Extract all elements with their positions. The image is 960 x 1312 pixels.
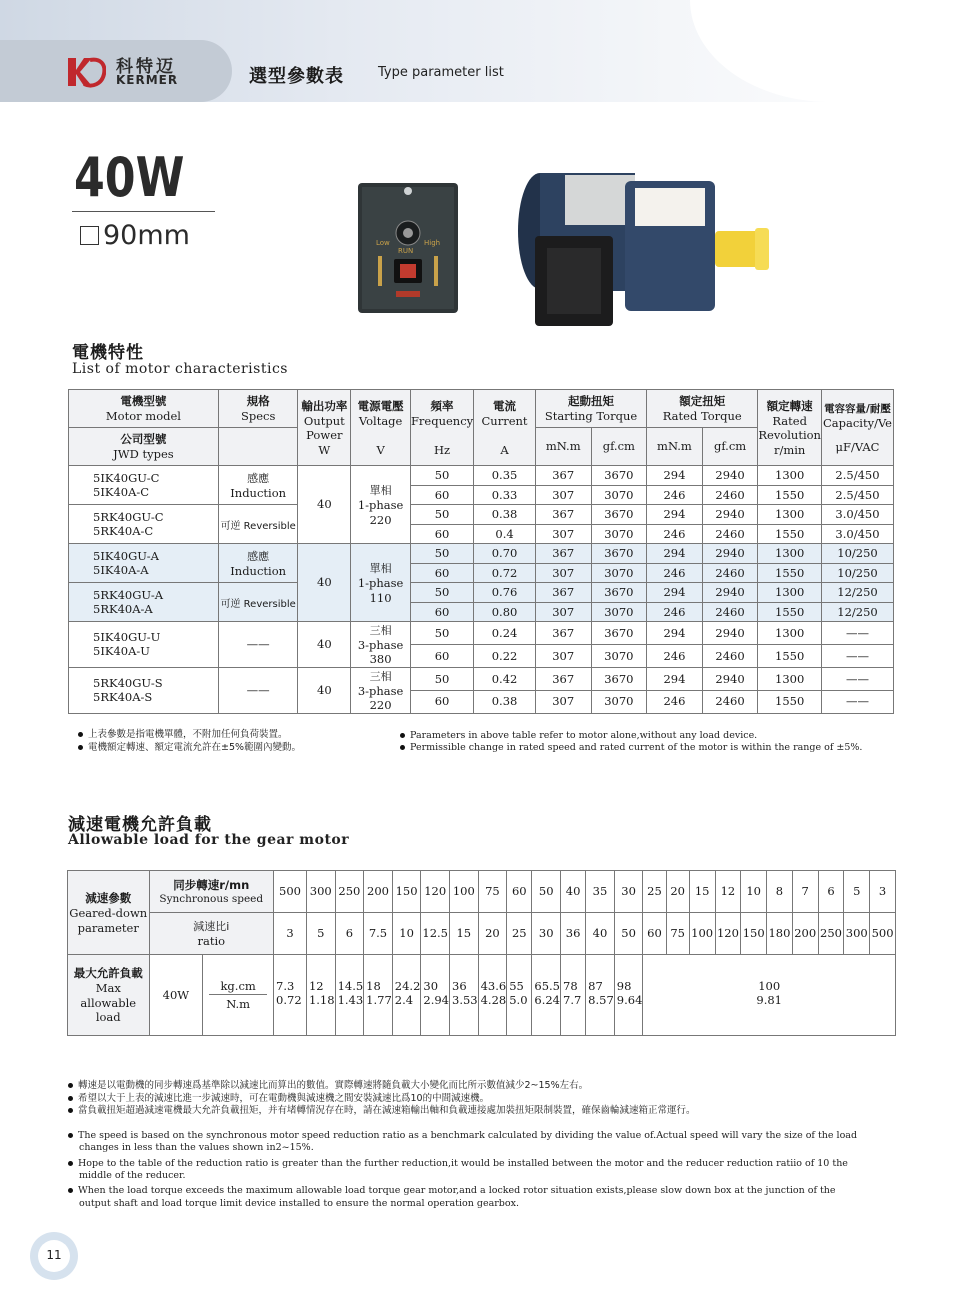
rated-speed-cell: 1550 xyxy=(758,602,822,622)
specs-cell: —— xyxy=(218,667,298,713)
capacity-cell: —— xyxy=(821,667,893,690)
sync-speed-value: 300 xyxy=(306,871,335,913)
max-load-value xyxy=(306,955,335,1036)
motor-note-cn-1: 上表參數是指電機單體，不附加任何負荷裝置。 xyxy=(78,729,398,742)
voltage-v: 110 xyxy=(369,590,392,605)
motor-table-row xyxy=(69,505,894,525)
capacity-cell: 2.5/450 xyxy=(821,485,893,505)
sync-speed-value: 8 xyxy=(767,871,793,913)
rated-mnm-cell: 294 xyxy=(647,583,703,603)
specs-cell: —— xyxy=(218,622,298,668)
rated-mnm-cell: 294 xyxy=(647,667,703,690)
capacity-cell: 12/250 xyxy=(821,602,893,622)
load-kgcm: 87 xyxy=(588,979,603,993)
start-mnm-cell: 367 xyxy=(535,505,591,525)
start-mnm-cell: 307 xyxy=(535,524,591,544)
header-starting-torque: 起動扭矩 Starting Torque xyxy=(535,390,646,428)
start-mnm-cell: 307 xyxy=(535,602,591,622)
voltage-en: 1-phase xyxy=(357,498,404,513)
rated-mnm-cell: 246 xyxy=(647,524,703,544)
ratio-value: 20 xyxy=(478,913,507,955)
rated-gfcm-cell: 2940 xyxy=(702,583,758,603)
rated-speed-cell: 1550 xyxy=(758,485,822,505)
ratio-value: 7.5 xyxy=(364,913,393,955)
voltage-v: 380 xyxy=(369,652,392,667)
header-voltage: 電源電壓 Voltage V xyxy=(351,390,411,466)
start-gfcm-cell: 3070 xyxy=(591,690,647,713)
current-cell: 0.38 xyxy=(474,690,536,713)
header-rated-gfcm: gf.cm xyxy=(702,428,758,466)
header-output: 輸出功率 Output Power W xyxy=(298,390,351,466)
gear-note-en-3: When the load torque exceeds the maximum allowable load torque gear motor,and a locked rotor situation exists,please slow down box at the junction of the output shaft and load torque limit device installed to ensure the normal operation gearbox. xyxy=(68,1185,868,1210)
sync-speed-value: 500 xyxy=(274,871,307,913)
gear-motor-image xyxy=(515,166,780,331)
motor-model: 5RK40A-C xyxy=(93,524,154,538)
ratio-value: 12.5 xyxy=(421,913,450,955)
start-mnm-cell: 307 xyxy=(535,485,591,505)
frequency-cell: 60 xyxy=(410,485,473,505)
sync-speed-value: 150 xyxy=(392,871,421,913)
specs-cell xyxy=(218,505,298,544)
square-frame-icon xyxy=(80,226,99,245)
frequency-cell: 50 xyxy=(410,505,473,525)
motor-model-cell xyxy=(69,583,219,622)
current-cell: 0.35 xyxy=(474,466,536,486)
sync-speed-value: 60 xyxy=(507,871,532,913)
gear-notes-cn xyxy=(68,1080,888,1118)
load-nm: 2.4 xyxy=(394,993,414,1008)
load-nm: 5.0 xyxy=(509,993,528,1008)
specs-en: Induction xyxy=(230,485,287,500)
load-kgcm: 65.5 xyxy=(534,979,560,993)
ratio-value: 60 xyxy=(643,913,666,955)
max-load-value xyxy=(274,955,307,1036)
ratio-value: 10 xyxy=(392,913,421,955)
specs-cn: 感應 xyxy=(247,549,270,563)
ratio-value: 300 xyxy=(844,913,870,955)
load-nm: 1.43 xyxy=(337,993,364,1008)
max-load-value xyxy=(450,955,479,1036)
motor-table-row xyxy=(69,667,894,690)
specs-en: Induction xyxy=(230,563,287,578)
sync-speed-value: 75 xyxy=(478,871,507,913)
brand-name-en: KERMER xyxy=(116,73,179,87)
page-title-en: Type parameter list xyxy=(378,65,504,80)
max-load-nm: 9.81 xyxy=(756,993,782,1008)
header-current: 電流 Current A xyxy=(474,390,536,466)
page-number: 11 xyxy=(46,1248,62,1262)
brand-name-cn: 科特迈 xyxy=(116,57,176,77)
load-kgcm: 98 xyxy=(616,979,632,993)
voltage-cn: 單相 xyxy=(369,562,392,576)
header-start-gfcm: gf.cm xyxy=(591,428,647,466)
rated-gfcm-cell: 2460 xyxy=(702,644,758,667)
load-kgcm: 7.3 xyxy=(276,979,295,993)
frame-size: 90mm xyxy=(103,220,190,251)
motor-model: 5IK40GU-C xyxy=(93,470,160,485)
header-capacity: 電容容量/耐壓 Capacity/Ve μF/VAC xyxy=(821,390,893,466)
rated-mnm-cell: 294 xyxy=(647,622,703,645)
load-units: kg.cm N.m xyxy=(203,955,274,1036)
sync-speed-value: 50 xyxy=(532,871,561,913)
motor-table-row xyxy=(69,466,894,486)
start-gfcm-cell: 3670 xyxy=(591,544,647,564)
max-load-value xyxy=(561,955,586,1036)
max-load-value xyxy=(532,955,561,1036)
start-mnm-cell: 307 xyxy=(535,690,591,713)
motor-model-cell xyxy=(69,505,219,544)
specs-cell xyxy=(218,466,298,505)
low-label: Low xyxy=(376,239,390,247)
motor-table-row xyxy=(69,583,894,603)
ratio-value: 3 xyxy=(274,913,307,955)
motor-note-en-2: Permissible change in rated speed and rated current of the motor is within the range of ±5%. xyxy=(400,742,880,754)
ratio-value: 40 xyxy=(586,913,615,955)
motor-model: 5IK40GU-A xyxy=(93,548,159,563)
current-cell: 0.72 xyxy=(474,563,536,583)
motor-model-cell xyxy=(69,622,219,668)
voltage-cn: 三相 xyxy=(369,669,392,683)
ratio-value: 30 xyxy=(532,913,561,955)
load-kgcm: 30 xyxy=(423,979,439,993)
ratio-value: 25 xyxy=(507,913,532,955)
current-cell: 0.38 xyxy=(474,505,536,525)
load-nm: 1.77 xyxy=(366,993,392,1008)
current-cell: 0.24 xyxy=(474,622,536,645)
sync-speed-value: 40 xyxy=(561,871,586,913)
ratio-value: 180 xyxy=(767,913,793,955)
ratio-header: 減速比i ratio xyxy=(149,913,274,955)
frequency-cell: 50 xyxy=(410,583,473,603)
current-cell: 0.22 xyxy=(474,644,536,667)
max-load-value xyxy=(335,955,364,1036)
start-gfcm-cell: 3670 xyxy=(591,505,647,525)
start-gfcm-cell: 3670 xyxy=(591,466,647,486)
frequency-cell: 50 xyxy=(410,667,473,690)
load-nm: 0.72 xyxy=(276,993,302,1008)
rated-gfcm-cell: 2940 xyxy=(702,544,758,564)
rated-mnm-cell: 294 xyxy=(647,466,703,486)
sync-speed-value: 35 xyxy=(586,871,615,913)
start-gfcm-cell: 3070 xyxy=(591,602,647,622)
capacity-cell: —— xyxy=(821,622,893,645)
rated-speed-cell: 1550 xyxy=(758,563,822,583)
max-load-value xyxy=(507,955,532,1036)
capacity-cell: 3.0/450 xyxy=(821,505,893,525)
allowable-load-table xyxy=(67,870,896,1036)
power-rating: 40W xyxy=(74,146,185,209)
ratio-value: 500 xyxy=(870,913,896,955)
voltage-en: 3-phase xyxy=(357,683,404,698)
specs-cn: 感應 xyxy=(247,471,270,485)
motor-model: 5IK40A-U xyxy=(93,644,150,659)
load-kgcm: 14.5 xyxy=(337,979,364,993)
voltage-cell xyxy=(351,622,411,668)
page-title-cn: 選型參數表 xyxy=(249,66,344,87)
load-kgcm: 18 xyxy=(366,979,381,993)
rated-gfcm-cell: 2940 xyxy=(702,466,758,486)
start-gfcm-cell: 3070 xyxy=(591,644,647,667)
frequency-cell: 60 xyxy=(410,644,473,667)
header-rated-torque: 額定扭矩 Rated Torque xyxy=(647,390,758,428)
gear-note-en-1: The speed is based on the synchronous motor speed reduction ratio as a benchmark calculated by dividing the value of.Actual speed will vary the size of the load changes in less than the values shown in2~15%. xyxy=(68,1130,868,1155)
frequency-cell: 50 xyxy=(410,622,473,645)
header-rated-mnm: mN.m xyxy=(647,428,703,466)
motor-model: 5IK40GU-U xyxy=(93,630,161,644)
rated-speed-cell: 1300 xyxy=(758,466,822,486)
start-mnm-cell: 367 xyxy=(535,667,591,690)
sync-speed-value: 25 xyxy=(643,871,666,913)
rated-speed-cell: 1300 xyxy=(758,583,822,603)
output-power-cell: 40 xyxy=(298,667,351,713)
voltage-cn: 單相 xyxy=(369,484,392,498)
motor-model: 5RK40GU-S xyxy=(93,675,163,690)
load-nm: 8.57 xyxy=(588,993,614,1008)
load-nm: 7.7 xyxy=(563,993,582,1008)
max-load-header: 最大允許負載 Max allowable load xyxy=(68,955,150,1036)
current-cell: 0.42 xyxy=(474,667,536,690)
specs-cell xyxy=(218,544,298,583)
output-power-cell: 40 xyxy=(298,622,351,668)
gear-notes-en xyxy=(68,1130,868,1210)
output-power-cell: 40 xyxy=(298,544,351,622)
rated-mnm-cell: 294 xyxy=(647,544,703,564)
capacity-cell: 10/250 xyxy=(821,544,893,564)
ratio-value: 15 xyxy=(450,913,479,955)
gear-section-title-en: Allowable load for the gear motor xyxy=(68,832,350,848)
speed-controller-image xyxy=(358,183,458,313)
gear-note-cn-3: 當負載扭矩超過減速電機最大允許負載扭矩，并有堵轉情況存在時，請在減速箱輸出軸和負載連接處加裝扭矩限制裝置，確保齒輪減速箱正常運行。 xyxy=(68,1105,888,1118)
ratio-value: 6 xyxy=(335,913,364,955)
rated-gfcm-cell: 2460 xyxy=(702,485,758,505)
load-nm: 3.53 xyxy=(452,993,478,1008)
rated-mnm-cell: 246 xyxy=(647,690,703,713)
header-jwd-types: 公司型號 JWD types xyxy=(69,428,219,466)
ratio-value: 75 xyxy=(666,913,689,955)
rated-speed-cell: 1550 xyxy=(758,524,822,544)
voltage-en: 3-phase xyxy=(357,638,404,652)
max-load-value xyxy=(614,955,643,1036)
load-nm: 4.28 xyxy=(480,993,507,1008)
start-mnm-cell: 367 xyxy=(535,544,591,564)
voltage-cell xyxy=(351,667,411,713)
frequency-cell: 60 xyxy=(410,690,473,713)
voltage-v: 220 xyxy=(369,698,392,713)
output-power-cell: 40 xyxy=(298,466,351,544)
start-mnm-cell: 367 xyxy=(535,466,591,486)
start-gfcm-cell: 3670 xyxy=(591,583,647,603)
load-nm: 9.64 xyxy=(616,993,643,1008)
rated-speed-cell: 1550 xyxy=(758,690,822,713)
load-kgcm: 78 xyxy=(563,979,578,993)
sync-speed-value: 10 xyxy=(741,871,767,913)
rated-gfcm-cell: 2940 xyxy=(702,667,758,690)
frequency-cell: 60 xyxy=(410,602,473,622)
voltage-cn: 三相 xyxy=(369,624,392,637)
run-label: RUN xyxy=(398,247,414,255)
motor-notes-cn xyxy=(78,729,398,754)
motor-section-title-en: List of motor characteristics xyxy=(72,361,288,377)
sync-speed-value: 12 xyxy=(715,871,741,913)
sync-speed-value: 7 xyxy=(792,871,818,913)
gear-note-cn-2: 希望以大于上表的減速比進一步減速時，可在電動機與減速機之間安裝減速比爲10的中間減速機。 xyxy=(68,1093,888,1106)
rated-gfcm-cell: 2460 xyxy=(702,524,758,544)
rated-mnm-cell: 246 xyxy=(647,485,703,505)
high-label: High xyxy=(424,239,441,247)
frequency-cell: 60 xyxy=(410,563,473,583)
ratio-value: 200 xyxy=(792,913,818,955)
rated-speed-cell: 1300 xyxy=(758,622,822,645)
sync-speed-value: 100 xyxy=(450,871,479,913)
title-divider xyxy=(72,211,215,212)
ratio-value: 150 xyxy=(741,913,767,955)
header-specs-blank xyxy=(218,428,298,466)
rated-gfcm-cell: 2460 xyxy=(702,690,758,713)
start-gfcm-cell: 3070 xyxy=(591,524,647,544)
max-load-value xyxy=(392,955,421,1036)
gear-section-title-cn: 減速電機允許負載 xyxy=(68,815,212,835)
frequency-cell: 60 xyxy=(410,524,473,544)
sync-speed-value: 5 xyxy=(844,871,870,913)
rated-mnm-cell: 294 xyxy=(647,505,703,525)
load-nm: 2.94 xyxy=(423,993,449,1008)
sync-speed-header: 同步轉速r/mn Synchronous speed xyxy=(149,871,274,913)
load-kgcm: 36 xyxy=(452,979,467,993)
capacity-cell: 12/250 xyxy=(821,583,893,603)
rated-gfcm-cell: 2460 xyxy=(702,563,758,583)
max-load-limit xyxy=(643,955,896,1036)
start-gfcm-cell: 3670 xyxy=(591,667,647,690)
motor-note-cn-2: 電機額定轉速、額定電流允許在±5%範圍內變動。 xyxy=(78,742,398,755)
motor-model-cell xyxy=(69,466,219,505)
specs-cell xyxy=(218,583,298,622)
header-frequency: 頻率 Frequency Hz xyxy=(410,390,473,466)
capacity-cell: 2.5/450 xyxy=(821,466,893,486)
motor-model: 5RK40A-A xyxy=(93,602,153,616)
voltage-en: 1-phase xyxy=(357,576,404,591)
frequency-cell: 50 xyxy=(410,466,473,486)
capacity-cell: —— xyxy=(821,644,893,667)
voltage-cell xyxy=(351,544,411,622)
geared-down-parameter-header: 減速參數 Geared-down parameter xyxy=(68,871,150,955)
header-specs: 規格 Specs xyxy=(218,390,298,428)
rated-gfcm-cell: 2940 xyxy=(702,622,758,645)
gear-note-en-2: Hope to the table of the reduction ratio is greater than the further reduction,it would be installed between the motor and the reducer reduction ratiio of 10 the middle of the reducer. xyxy=(68,1158,868,1183)
ratio-value: 36 xyxy=(561,913,586,955)
rated-speed-cell: 1550 xyxy=(758,644,822,667)
load-kgcm: 24.2 xyxy=(394,979,421,993)
header-motor-model: 電機型號 Motor model xyxy=(69,390,219,428)
voltage-cell xyxy=(351,466,411,544)
sync-speed-value: 20 xyxy=(666,871,689,913)
capacity-cell: 3.0/450 xyxy=(821,524,893,544)
motor-model: 5RK40GU-A xyxy=(93,587,164,602)
specs-reversible: 可逆 Reversible xyxy=(220,520,296,532)
load-kgcm: 12 xyxy=(308,979,324,993)
motor-model: 5IK40A-A xyxy=(93,563,149,577)
ratio-value: 250 xyxy=(818,913,844,955)
header-start-mnm: mN.m xyxy=(535,428,591,466)
kermer-logo-icon xyxy=(66,54,106,90)
gear-note-cn-1: 轉速是以電動機的同步轉速爲基準除以減速比而算出的數值。實際轉速將隨負載大小變化而比所示數值減少2~15%左右。 xyxy=(68,1080,888,1093)
load-power: 40W xyxy=(149,955,203,1036)
load-kgcm: 55 xyxy=(509,979,524,993)
capacity-cell: —— xyxy=(821,690,893,713)
max-load-value xyxy=(364,955,393,1036)
current-cell: 0.76 xyxy=(474,583,536,603)
motor-section-title-cn: 電機特性 xyxy=(72,343,144,363)
motor-table-row xyxy=(69,544,894,564)
max-load-value xyxy=(478,955,507,1036)
current-cell: 0.70 xyxy=(474,544,536,564)
max-load-kgcm: 100 xyxy=(758,979,781,993)
rated-speed-cell: 1300 xyxy=(758,505,822,525)
current-cell: 0.33 xyxy=(474,485,536,505)
motor-characteristics-table xyxy=(68,389,894,714)
motor-model: 5RK40GU-C xyxy=(93,509,164,524)
motor-model: 5IK40A-C xyxy=(93,485,150,499)
load-kgcm: 43.6 xyxy=(480,979,507,993)
current-cell: 0.4 xyxy=(474,524,536,544)
sync-speed-value: 120 xyxy=(421,871,450,913)
motor-note-en-1: Parameters in above table refer to motor alone,without any load device. xyxy=(400,730,880,742)
motor-table-row xyxy=(69,622,894,645)
header-rated-speed: 額定轉速 Rated Revolution r/min xyxy=(758,390,822,466)
sync-speed-value: 6 xyxy=(818,871,844,913)
voltage-v: 220 xyxy=(369,512,392,527)
start-gfcm-cell: 3070 xyxy=(591,563,647,583)
start-mnm-cell: 367 xyxy=(535,583,591,603)
max-load-value xyxy=(421,955,450,1036)
start-mnm-cell: 307 xyxy=(535,563,591,583)
capacity-cell: 10/250 xyxy=(821,563,893,583)
rated-mnm-cell: 246 xyxy=(647,602,703,622)
rated-mnm-cell: 246 xyxy=(647,644,703,667)
start-gfcm-cell: 3070 xyxy=(591,485,647,505)
rated-speed-cell: 1300 xyxy=(758,667,822,690)
sync-speed-value: 200 xyxy=(364,871,393,913)
sync-speed-value: 3 xyxy=(870,871,896,913)
ratio-value: 50 xyxy=(614,913,643,955)
rated-speed-cell: 1300 xyxy=(758,544,822,564)
load-nm: 6.24 xyxy=(534,993,560,1008)
load-nm: 1.18 xyxy=(308,993,335,1008)
specs-reversible: 可逆 Reversible xyxy=(220,598,296,610)
sync-speed-value: 250 xyxy=(335,871,364,913)
max-load-value xyxy=(586,955,615,1036)
rated-gfcm-cell: 2460 xyxy=(702,602,758,622)
motor-model-cell xyxy=(69,544,219,583)
motor-model-cell xyxy=(69,667,219,713)
rated-gfcm-cell: 2940 xyxy=(702,505,758,525)
ratio-value: 5 xyxy=(306,913,335,955)
frequency-cell: 50 xyxy=(410,544,473,564)
sync-speed-value: 30 xyxy=(614,871,643,913)
start-gfcm-cell: 3670 xyxy=(591,622,647,645)
start-mnm-cell: 307 xyxy=(535,644,591,667)
current-cell: 0.80 xyxy=(474,602,536,622)
start-mnm-cell: 367 xyxy=(535,622,591,645)
motor-model: 5RK40A-S xyxy=(93,690,153,705)
motor-notes-en xyxy=(400,730,880,755)
ratio-value: 120 xyxy=(715,913,741,955)
rated-mnm-cell: 246 xyxy=(647,563,703,583)
ratio-value: 100 xyxy=(689,913,715,955)
sync-speed-value: 15 xyxy=(689,871,715,913)
